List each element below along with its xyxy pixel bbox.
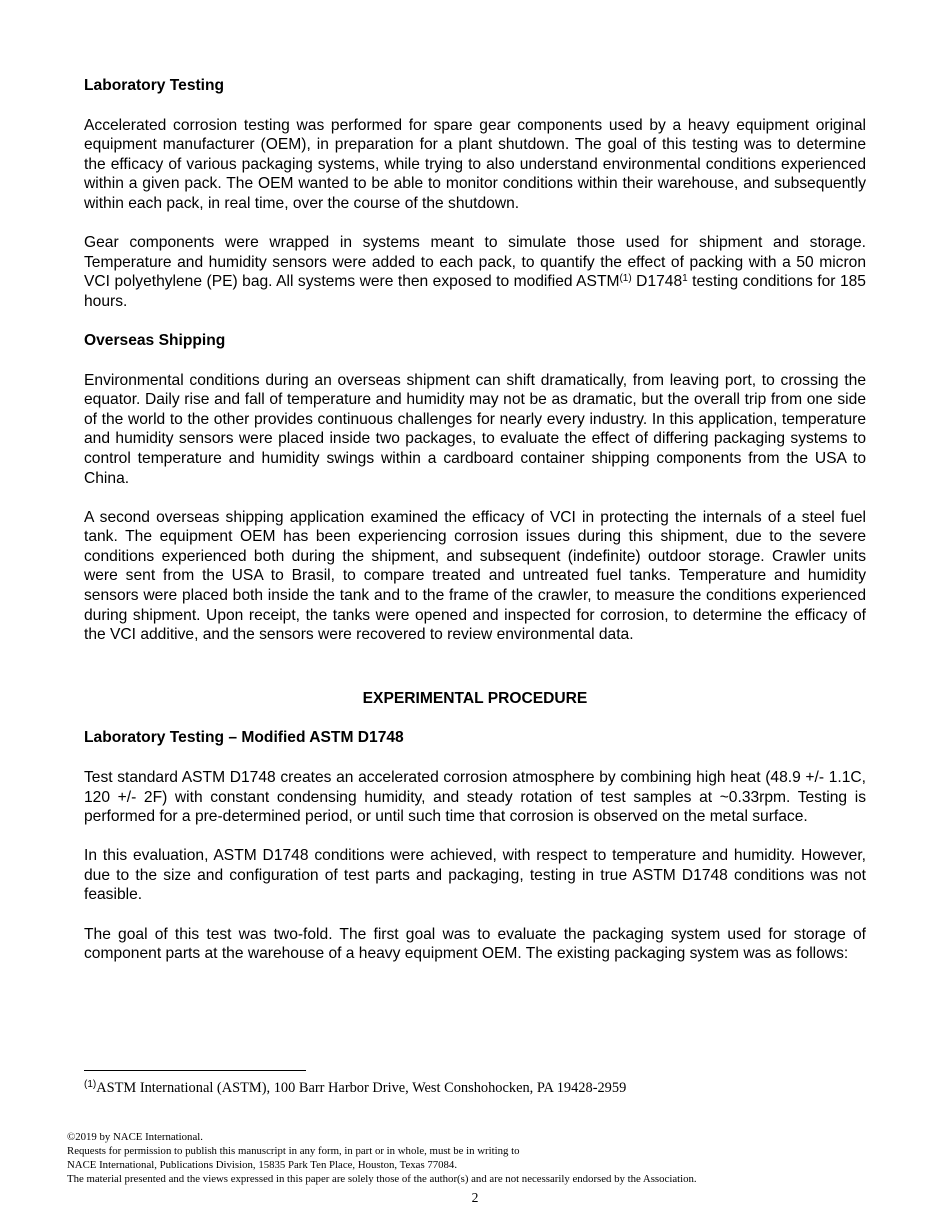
paragraph: Environmental conditions during an overseas shipment can shift dramatically, from leaving port, to crossing the equator. Daily rise and fall of temperature and humidity may not be as dramatic, but the overall trip from one side of the world to the other provides continuous challenges for nearly every industry. In this application, temperature and humidity sensors were placed inside two packages, to evaluate the effect of differing packaging systems to control temperature and humidity swings within a cardboard container shipping components from the USA to China. [84, 371, 866, 487]
page-body [84, 76, 866, 983]
paragraph-text: testing conditions for 185 hours. [84, 273, 866, 310]
footnote-reference: (1) [619, 273, 632, 285]
paragraph: Test standard ASTM D1748 creates an accelerated corrosion atmosphere by combining high heat (48.9 +/- 1.1C, 120 +/- 2F) with constant condensing humidity, and steady rotation of test samples at ~0.33rpm. Testing is performed for a pre-determined period, or until such time that corrosion is observed on the metal surface. [84, 768, 866, 826]
copyright-notice [67, 1130, 697, 1186]
copyright-line: NACE International, Publications Division, 15835 Park Ten Place, Houston, Texas 77084. [67, 1159, 458, 1171]
footnote [84, 1079, 626, 1097]
paragraph [84, 233, 866, 311]
copyright-line: The material presented and the views expressed in this paper are solely those of the author(s) and are not necessarily endorsed by the Association. [67, 1173, 697, 1185]
paragraph: The goal of this test was two-fold. The first goal was to evaluate the packaging system used for storage of component parts at the warehouse of a heavy equipment OEM. The existing packaging system was as follows: [84, 925, 866, 963]
citation-reference: 1 [682, 273, 688, 285]
copyright-line: ©2019 by NACE International. [67, 1131, 203, 1143]
paragraph: In this evaluation, ASTM D1748 conditions were achieved, with respect to temperature and humidity. However, due to the size and configuration of test parts and packaging, testing in true ASTM D1748 conditions was not feasible. [84, 847, 866, 904]
section-heading-experimental-procedure: EXPERIMENTAL PROCEDURE [362, 689, 588, 707]
footnote-divider [84, 1070, 306, 1071]
paragraph: Accelerated corrosion testing was performed for spare gear components used by a heavy equipment original equipment manufacturer (OEM), in preparation for a plant shutdown. The goal of this testing was to determine the efficacy of various packaging systems, while trying to also understand environmental conditions experienced within a given pack. The OEM wanted to be able to monitor conditions within their warehouse, and subsequently within each pack, in real time, over the course of the shutdown. [84, 116, 866, 212]
subsection-heading-astm-d1748: Laboratory Testing – Modified ASTM D1748 [84, 729, 404, 747]
paragraph: A second overseas shipping application examined the efficacy of VCI in protecting the internals of a steel fuel tank. The equipment OEM has been experiencing corrosion issues during this shipment, due to the severe conditions experienced both during the shipment, and subsequent (indefinite) outdoor storage. Crawler units were sent from the USA to Brasil, to compare treated and untreated fuel tanks. Temperature and humidity sensors were placed both inside the tank and to the frame of the crawler, to measure the conditions experienced during shipment. Upon receipt, the tanks were opened and inspected for corrosion, to determine the efficacy of the VCI additive, and the sensors were recovered to review environmental data. [84, 508, 866, 644]
copyright-line: Requests for permission to publish this manuscript in any form, in part or in whole, must be in writing to [67, 1145, 520, 1157]
page-number: 2 [471, 1190, 479, 1205]
section-heading-overseas-shipping: Overseas Shipping [84, 331, 226, 349]
footnote-marker: (1) [84, 1079, 97, 1090]
section-heading-laboratory-testing: Laboratory Testing [84, 77, 225, 94]
footnote-text: ASTM International (ASTM), 100 Barr Harbor Drive, West Conshohocken, PA 19428-2959 [96, 1080, 627, 1096]
paragraph-text: Gear components were wrapped in systems meant to simulate those used for shipment and storage. Temperature and humidity sensors were added to each pack, to quantify the effect of packing with a 50 micron VCI polyethylene (PE) bag. All systems were then exposed to modified ASTM [84, 234, 866, 291]
paragraph-text: D1748 [631, 273, 683, 291]
